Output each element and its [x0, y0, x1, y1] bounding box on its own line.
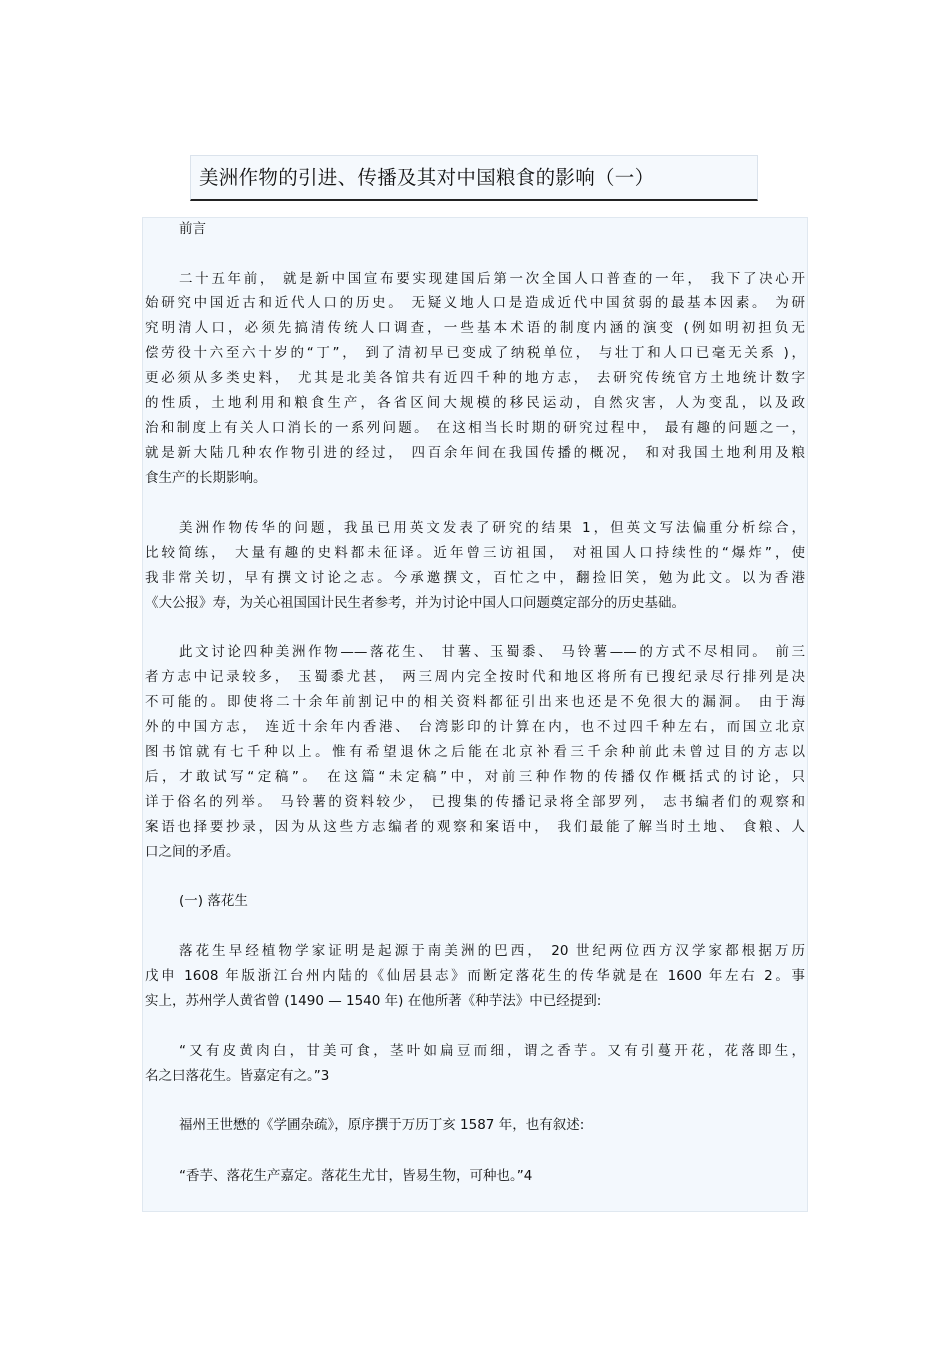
- text-line: 详于俗名的列举。 马铃薯的资料较少， 已搜集的传播记录将全部罗列， 志书编者们的观察和: [145, 794, 805, 810]
- text-line: 者方志中记录较多， 玉蜀黍尤甚， 两三周内完全按时代和地区将所有已搜纪录尽行排列是决: [145, 669, 805, 685]
- text-line: 就是新大陆几种农作物引进的经过， 四百余年间在我国传播的概况， 和对我国土地利用及粮: [145, 445, 805, 461]
- text-line: 偿劳役十六至六十岁的“丁”， 到了清初早已变成了纳税单位， 与壮丁和人口已毫无关系 )，: [145, 345, 805, 361]
- text-line: 美洲作物传华的问题，我虽已用英文发表了研究的结果 1，但英文写法偏重分析综合，: [179, 520, 805, 536]
- text-line: 究明清人口，必须先搞清传统人口调查，一些基本术语的制度内涵的演变 (例如明初担负无: [145, 320, 805, 336]
- quote-line: “香芋、落花生产嘉定。落花生尤甘，皆易生物，可种也。”4: [179, 1168, 533, 1184]
- text-line: 不可能的。即使将二十余年前割记中的相关资料都征引出来也还是不免很大的漏洞。 由于海: [145, 694, 805, 710]
- text-line: 我非常关切，早有撰文讨论之志。今承邀撰文，百忙之中，翻捡旧笑，勉为此文。以为香港: [145, 570, 805, 586]
- text-line: 口之间的矛盾。: [145, 844, 240, 860]
- text-line: 比较简练， 大量有趣的史料都未征译。近年曾三访祖国， 对祖国人口持续性的“爆炸”，使: [145, 545, 805, 561]
- text-line: 图书馆就有七千种以上。惟有希望退休之后能在北京补看三千余种前此未曾过目的方志以: [145, 744, 805, 760]
- text-line: 此文讨论四种美洲作物——落花生、 甘薯、玉蜀黍、 马铃薯——的方式不尽相同。 前三: [179, 644, 805, 660]
- text-line: 福州王世懋的《学圃杂疏》，原序撰于万历丁亥 1587 年，也有叙述:: [179, 1117, 585, 1133]
- text-line: 治和制度上有关人口消长的一系列问题。 在这相当长时期的研究过程中， 最有趣的问题之一，: [145, 420, 805, 436]
- text-line: 的性质，土地利用和粮食生产，各省区间大规模的移民运动，自然灾害，人为变乱，以及政: [145, 395, 805, 411]
- text-line: 案语也择要抄录，因为从这些方志编者的观察和案语中， 我们最能了解当时土地、 食粮、人: [145, 819, 805, 835]
- text-line: 后，才敢试写“定稿”。 在这篇“未定稿”中，对前三种作物的传播仅作概括式的讨论，只: [145, 769, 805, 785]
- quote-line: “又有皮黄肉白，甘美可食，茎叶如扁豆而细，谓之香芋。又有引蔓开花，花落即生，: [179, 1043, 805, 1059]
- text-line: 食生产的长期影响。: [145, 470, 267, 486]
- text-line: 二十五年前， 就是新中国宣布要实现建国后第一次全国人口普查的一年， 我下了决心开: [179, 271, 805, 287]
- text-line: 始研究中国近古和近代人口的历史。 无疑义地人口是造成近代中国贫弱的最基本因素。 为研: [145, 295, 805, 311]
- text-line: 《大公报》寿，为关心祖国国计民生者参考，并为讨论中国人口问题奠定部分的历史基础。: [145, 595, 685, 611]
- section-heading-peanut: (一) 落花生: [179, 893, 248, 909]
- text-line: 外的中国方志， 连近十余年内香港、 台湾影印的计算在内，也不过四千种左右，而国立北京: [145, 719, 805, 735]
- text-line: 实上，苏州学人黄省曾 (1490 — 1540 年) 在他所著《种芋法》中已经提到:: [145, 993, 602, 1009]
- article-body: [142, 217, 808, 1212]
- quote-line: 名之曰落花生。皆嘉定有之。”3: [145, 1068, 330, 1084]
- text-line: 落花生早经植物学家证明是起源于南美洲的巴西， 20 世纪两位西方汉学家都根据万历: [179, 943, 805, 959]
- text-line: 戊申 1608 年版浙江台州内陆的《仙居县志》而断定落花生的传华就是在 1600 年左右 2。事: [145, 968, 805, 984]
- article-title: 美洲作物的引进、传播及其对中国粮食的影响（一）: [199, 166, 655, 189]
- article-title-box: [190, 155, 758, 201]
- section-heading-preface: 前言: [179, 221, 206, 237]
- text-line: 更必须从多类史料， 尤其是北美各馆共有近四千种的地方志， 去研究传统官方土地统计数字: [145, 370, 805, 386]
